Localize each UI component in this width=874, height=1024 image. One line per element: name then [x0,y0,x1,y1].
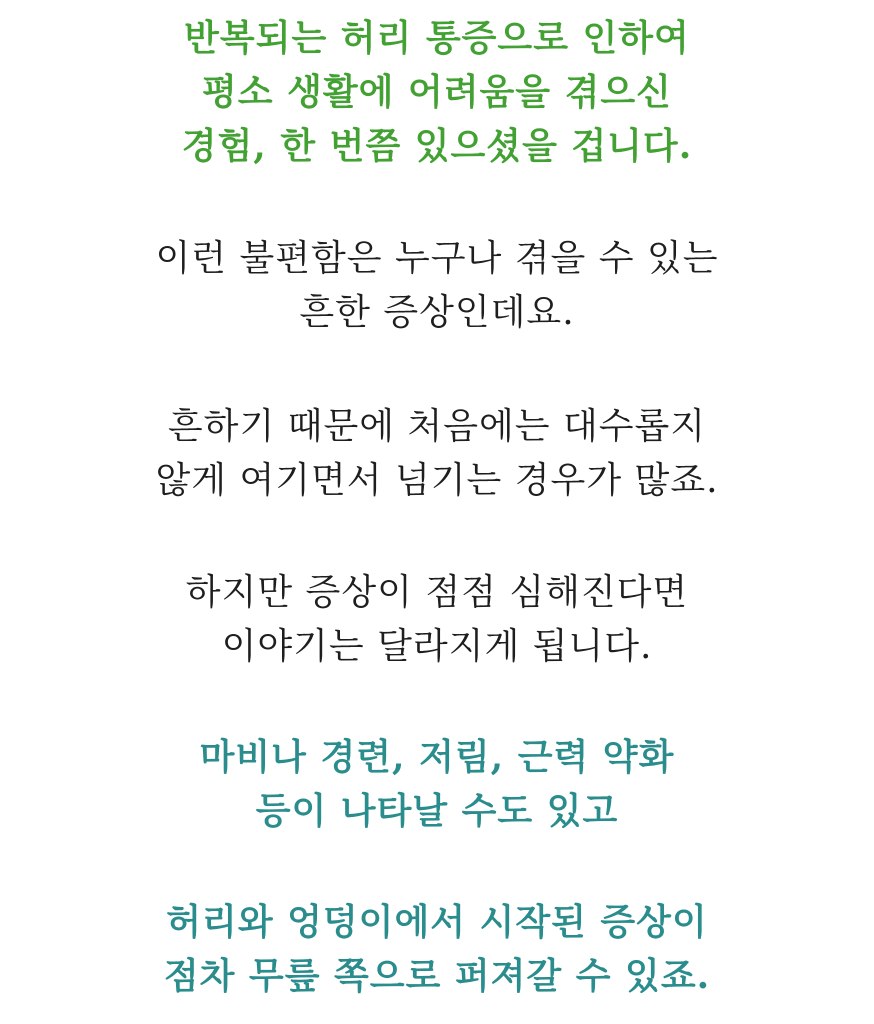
worsening-paragraph [0,566,874,674]
text-line: 않게 여기면서 넘기는 경우가 많죠. [155,460,719,501]
text-line: 점차 무릎 쪽으로 퍼져갈 수 있죠. [163,955,711,997]
text-line: 이야기는 달라지게 됩니다. [221,626,653,667]
text-line: 마비나 경련, 저림, 근력 약화 [199,736,675,778]
text-line: 등이 나타날 수도 있고 [255,790,619,832]
text-line: 허리와 엉덩이에서 시작된 증상이 [166,901,708,943]
spreading-symptom-paragraph [0,895,874,1003]
text-line: 반복되는 허리 통증으로 인하여 [184,17,690,59]
text-line: 흔하기 때문에 처음에는 대수롭지 [167,406,707,447]
overlooked-paragraph [0,400,874,508]
text-line: 하지만 증상이 점점 심해진다면 [185,572,689,613]
symptom-list-paragraph [0,730,874,838]
text-line: 평소 생활에 어려움을 겪으신 [202,71,672,113]
text-line: 경험, 한 번쯤 있으셨을 겁니다. [181,125,693,167]
text-line: 흔한 증상인데요. [299,292,575,333]
text-line: 이런 불편함은 누구나 겪을 수 있는 [155,238,719,279]
common-symptom-paragraph [0,232,874,340]
intro-paragraph [0,11,874,173]
